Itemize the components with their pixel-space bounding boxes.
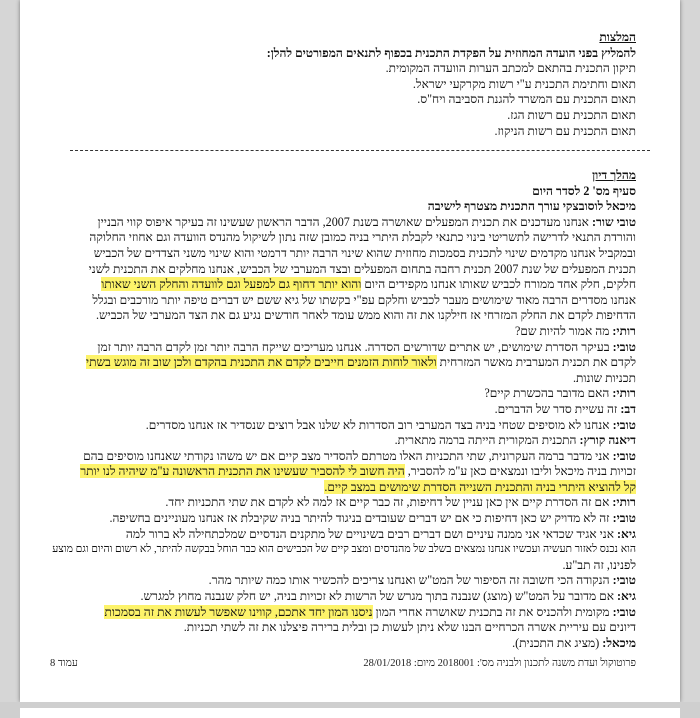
line-text: אם מדובר על המט"ש (מוצג) שנבנה בתוך מגרש של הרשות לא זכויות בניה, יש חלק שנבנה מחוץ למגרש. xyxy=(140,589,614,604)
transcript-line xyxy=(50,355,636,371)
speaker-name: גיא: xyxy=(617,589,636,604)
line-text: לקדם את תכנית המערבית מאשר המזרחית xyxy=(439,355,636,370)
line-text: זכויות בניה מיכאל וליבו ונמצאים כאן ע"מ להסביר, xyxy=(407,464,636,479)
line-text: תכנית המפעלים של שנת 2007 תכנית רחבה בתחום המפעלים ובצד המערבי של הכביש, אנחנו מחלקים את התכנית לשני xyxy=(88,261,636,276)
transcript-line xyxy=(50,386,636,402)
highlighted-text: קל להוציא היתרי בניה והתכנית השנייה הסדרת שימושים במצב קיים. xyxy=(324,479,636,494)
line-text: (מציג את התכנית). xyxy=(512,635,600,650)
transcript-line xyxy=(50,433,636,449)
transcript-line xyxy=(50,340,636,356)
section-divider xyxy=(70,150,650,151)
speaker-name: טובי: xyxy=(612,604,636,619)
line-text: בעיקר הסדרת שימושים, יש אתרים שדורשים הסדרה. אנחנו מעריכים שייקח הרבה יותר זמן לקדם הרבה יותר זמן xyxy=(97,339,610,354)
highlighted-text: ולאור לוחות הזמנים חייבים לקדם את התכנית בהקדם ולכן שוב זה מוגש בשתי xyxy=(85,355,437,370)
transcript-line xyxy=(50,527,636,543)
recommendations-section xyxy=(50,30,636,139)
joining-note: מיכאל לוסובצקי עורך התכנית מצטרף לישיבה xyxy=(427,199,636,214)
line-text: אנחנו מסדרים הרבה מאוד שימושים מעבר לכביש וחלקם עפ"י בקשתו של גיא ששם יש דברים טיפה יותר מורכבים ובגלל xyxy=(92,292,636,307)
transcript-line xyxy=(50,262,636,278)
line-text: ובמקביל אנחנו מקדמים שינוי לתכנית בסמכות מחוזית שהוא שינוי הרבה יותר דרמטי והוא שינוי משני הצדדים של הכביש xyxy=(93,245,636,260)
next-page-edge xyxy=(0,702,700,718)
transcript-line xyxy=(50,636,636,652)
speaker-name: גיא: xyxy=(617,526,636,541)
line-text: מקומית ולהכניס את זה בתכנית שאושרה אחרי המון xyxy=(375,604,610,619)
speaker-name: דב: xyxy=(620,401,636,416)
transcript-line xyxy=(50,511,636,527)
recommendations-list xyxy=(50,61,636,139)
transcript-line xyxy=(50,542,636,558)
line-text: תכניות שונות. xyxy=(573,370,636,385)
line-text: זה לא מדויק יש כאן דחיפות כי אם יש דברים שעובדים בניגוד להיתר בניה שקיבלת אז אנחנו מעוניינים בחשיפה. xyxy=(109,511,610,526)
transcript-line xyxy=(50,230,636,246)
document-page xyxy=(20,0,680,702)
discussion-section xyxy=(50,168,636,651)
line-text: אנחנו מעדכנים את תכנית המפעלים שאושרה בשנת 2007, הדבר הראשון שעשינו זה בעיקר איפוס קווי הבניין xyxy=(97,214,589,229)
line-text: הוא נכנס לאזור תעשיה ועכשיו אנחנו נמצאים בשלב של מהנדסים ומצב קיים של הכבישים הוא כבר הוחל בבקשה להיתר, לא רשום והיום וגם מוצע xyxy=(52,543,636,556)
recommendations-intro: להמליץ בפני הועדה המחוזית על הפקדת התכנית בכפוף לתנאים המפורטים להלן: xyxy=(266,45,636,60)
transcript-line xyxy=(50,402,636,418)
discussion-title: מהלך דיון xyxy=(592,168,636,182)
speaker-name: טובי: xyxy=(612,417,636,432)
discussion-transcript xyxy=(50,215,636,652)
transcript-line xyxy=(50,324,636,340)
speaker-name: טובי: xyxy=(612,573,636,588)
line-text: מה אמור להיות שם? xyxy=(514,323,610,338)
speaker-name: טובי שור: xyxy=(591,214,636,229)
transcript-line xyxy=(50,620,636,636)
transcript-line xyxy=(50,449,636,465)
recommendation-item: תאום התכנית עם המשרד להגנת הסביבה ויח"ס. xyxy=(417,92,636,107)
speaker-name: דיאנה קורץ: xyxy=(579,433,636,448)
recommendation-item: תאום התכנית עם רשות הגז. xyxy=(507,107,636,122)
transcript-line xyxy=(50,480,636,496)
protocol-footer: פרוטוקול ועדת משנה לתכנון ולבניה מס': 2018001 מיום: 28/01/2018 xyxy=(363,658,636,669)
transcript-line xyxy=(50,605,636,621)
transcript-line xyxy=(50,495,636,511)
recommendation-item: תאום וחתימת התכנית ע"י רשות מקרקעי ישראל. xyxy=(412,76,636,91)
transcript-line xyxy=(50,308,636,324)
page-number: עמוד 8 xyxy=(50,658,78,669)
line-text: הנקודה הכי חשובה זה הסיפור של המט"ש ואנחנו צריכים להכשיר אותו כמה שיותר מהר. xyxy=(208,573,610,588)
transcript-line xyxy=(50,215,636,231)
line-text: דיונים עם עיריית אשרה הכרחיים הבנו שלא ניתן לעשות כן ובלית ברירה פיצלנו את זה לשתי תכניות. xyxy=(183,620,636,635)
speaker-name: טובי: xyxy=(612,511,636,526)
recommendation-item: תאום התכנית עם רשות הניקוז. xyxy=(494,123,636,138)
transcript-line xyxy=(50,293,636,309)
recommendation-item: תיקון התכנית בהתאם למכתב הערות הוועדה המקומית. xyxy=(385,61,636,76)
highlighted-text: והוא יותר דחוף גם למפעל וגם לוועדה והחלק השני שאותו xyxy=(101,277,362,292)
speaker-name: רותי: xyxy=(612,323,636,338)
highlighted-text: היה חשוב לי להסביר שעשינו את התכנית הראשונה ע"מ שיהיה לנו יותר xyxy=(80,464,405,479)
speaker-name: רותי: xyxy=(612,495,636,510)
recommendations-title: המלצות xyxy=(599,30,636,44)
speaker-name: רותי: xyxy=(612,386,636,401)
transcript-line xyxy=(50,277,636,293)
line-text: האם מדובר בהכשרת קיים? xyxy=(484,386,610,401)
transcript-line xyxy=(50,371,636,387)
transcript-line xyxy=(50,558,636,574)
line-text: והורדת התנאי לדרישה לתשריטי בינוי כתנאי לקבלת היתרי בניה כמובן שזה נתון לשיקול מהנדס הוועדה וגם אחוזי החלוקה xyxy=(89,230,636,245)
line-text: לפנינו, זה תב"ע. xyxy=(562,557,636,572)
line-text: התכנית המקורית הייתה ברמה מתארית. xyxy=(394,433,577,448)
transcript-line xyxy=(50,573,636,589)
line-text: הדחיפות לקדם את החלק המזרחי אז חילקנו את זה והוא ממש עומד לאחר חודשים נגיע גם את הצד המערבי של הכביש. xyxy=(96,308,636,323)
transcript-line xyxy=(50,589,636,605)
line-text: חלקים, חלק אחד ממורח לכביש שאותו אנחנו מקפידים היום xyxy=(364,277,636,292)
transcript-line xyxy=(50,246,636,262)
line-text: אני אגיד שכדאי אני ממנה עיניים ושם דברים רבים בשינויים של מתקנים הנדסיים שמלכתחילה לא ברור למה xyxy=(125,526,614,541)
agenda-item-heading: סעיף מס' 2 לסדר היום xyxy=(532,183,636,198)
line-text: אני מדבר ברמה העקרונית, שתי התכניות האלו מטרתם להסדיר מצב קיים אם יש משהו נקודתי שאנחנו מוסיפים בהם xyxy=(83,448,610,463)
transcript-line xyxy=(50,464,636,480)
transcript-line xyxy=(50,418,636,434)
speaker-name: טובי: xyxy=(612,339,636,354)
line-text: אם זה הסדרת קיים אין כאן עניין של דחיפות, זה כבר קיים אז למה לא לקדם את שתי התכניות יחד. xyxy=(165,495,610,510)
line-text: זה עשיית סדר של הדברים. xyxy=(494,401,618,416)
line-text: אנחנו לא מוסיפים שטחי בניה בצד המערבי רוב הסדרות לא שלנו אבל רוצים שנסדיר אז אנחנו מסדרים. xyxy=(145,417,610,432)
highlighted-text: ניסנו המון יחד אתכם, קווינו שאפשר לעשות את זה בסמכות xyxy=(104,604,373,619)
speaker-name: טובי: xyxy=(612,448,636,463)
speaker-name: מיכאל: xyxy=(602,635,636,650)
